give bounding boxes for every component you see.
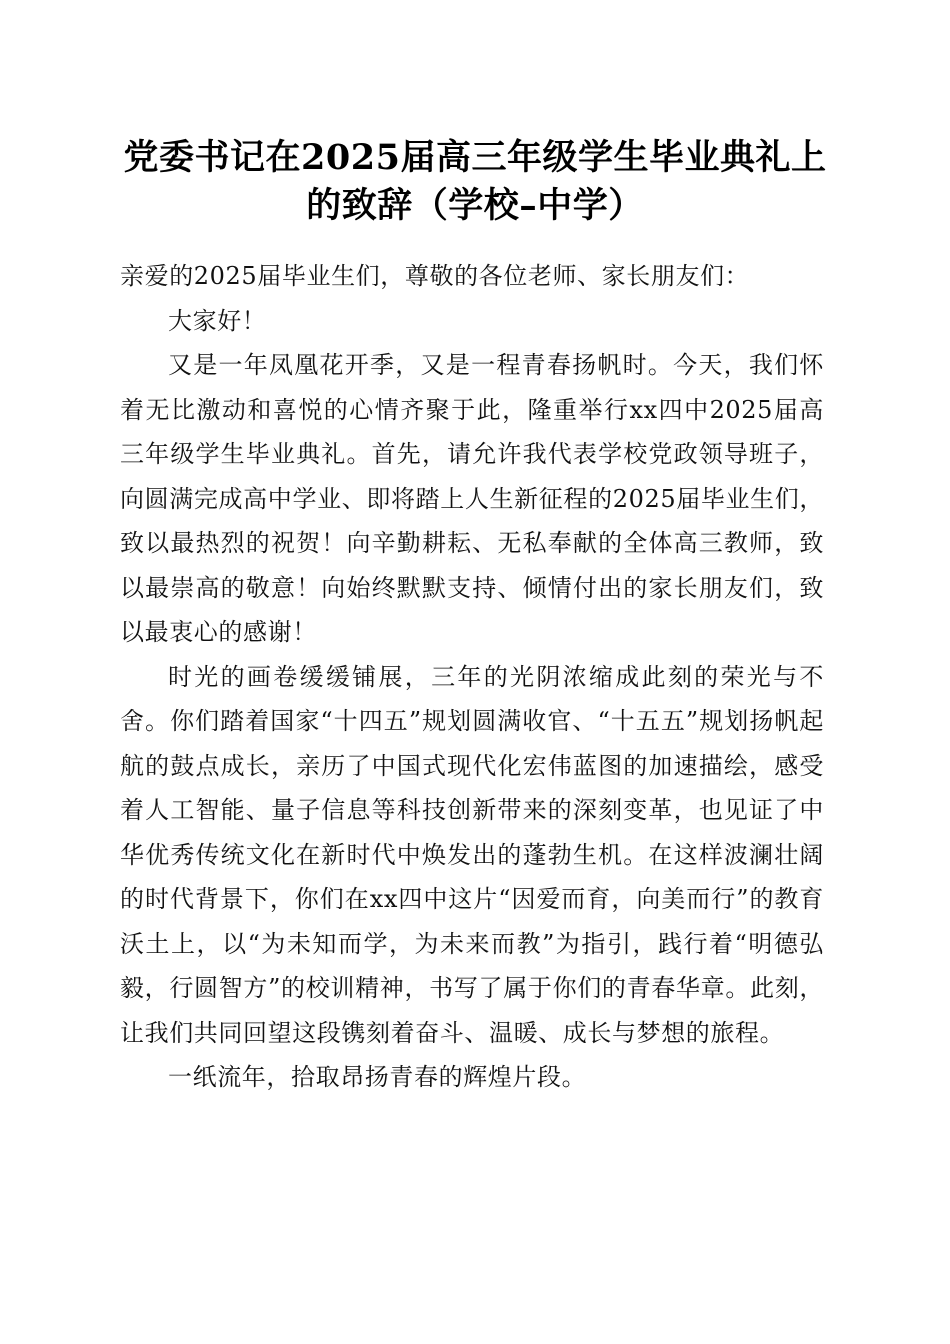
greeting: 大家好！ bbox=[168, 306, 267, 335]
paragraph-reflection: 时光的画卷缓缓铺展，三年的光阴浓缩成此刻的荣光与不舍。你们踏着国家“十四五”规划圆满收官、“十五五”规划扬帆起航的鼓点成长，亲历了中国式现代化宏伟蓝图的加速描绘，感受着人工智能、量子信息等科技创新带来的深刻变革，也见证了中华优秀传统文化在新时代中焕发出的蓬勃生机。在这样波澜壮阔的时代背景下，你们在xx四中这片“因爱而育，向美而行”的教育沃土上，以“为未知而学，为未来而教”为指引，践行着“明德弘毅，行圆智方”的校训精神，书写了属于你们的青春华章。此刻，让我们共同回望这段镌刻着奋斗、温暖、成长与梦想的旅程。 bbox=[120, 662, 824, 1047]
paragraph-section-heading: 一纸流年，拾取昂扬青春的辉煌片段。 bbox=[168, 1063, 587, 1091]
title-line-2: 的致辞（学校–中学） bbox=[306, 185, 644, 226]
document-body bbox=[120, 254, 824, 1100]
document-title bbox=[110, 134, 840, 230]
salutation: 亲爱的2025届毕业生们，尊敬的各位老师、家长朋友们： bbox=[120, 262, 750, 290]
title-line-1: 党委书记在2025届高三年级学生毕业典礼上 bbox=[123, 137, 827, 178]
paragraph-opening: 又是一年凤凰花开季，又是一程青春扬帆时。今天，我们怀着无比激动和喜悦的心情齐聚于此，隆重举行xx四中2025届高三年级学生毕业典礼。首先，请允许我代表学校党政领导班子，向圆满完成高中学业、即将踏上人生新征程的2025届毕业生们，致以最热烈的祝贺！向辛勤耕耘、无私奉献的全体高三教师，致以最崇高的敬意！向始终默默支持、倾情付出的家长朋友们，致以最衷心的感谢！ bbox=[120, 351, 824, 646]
